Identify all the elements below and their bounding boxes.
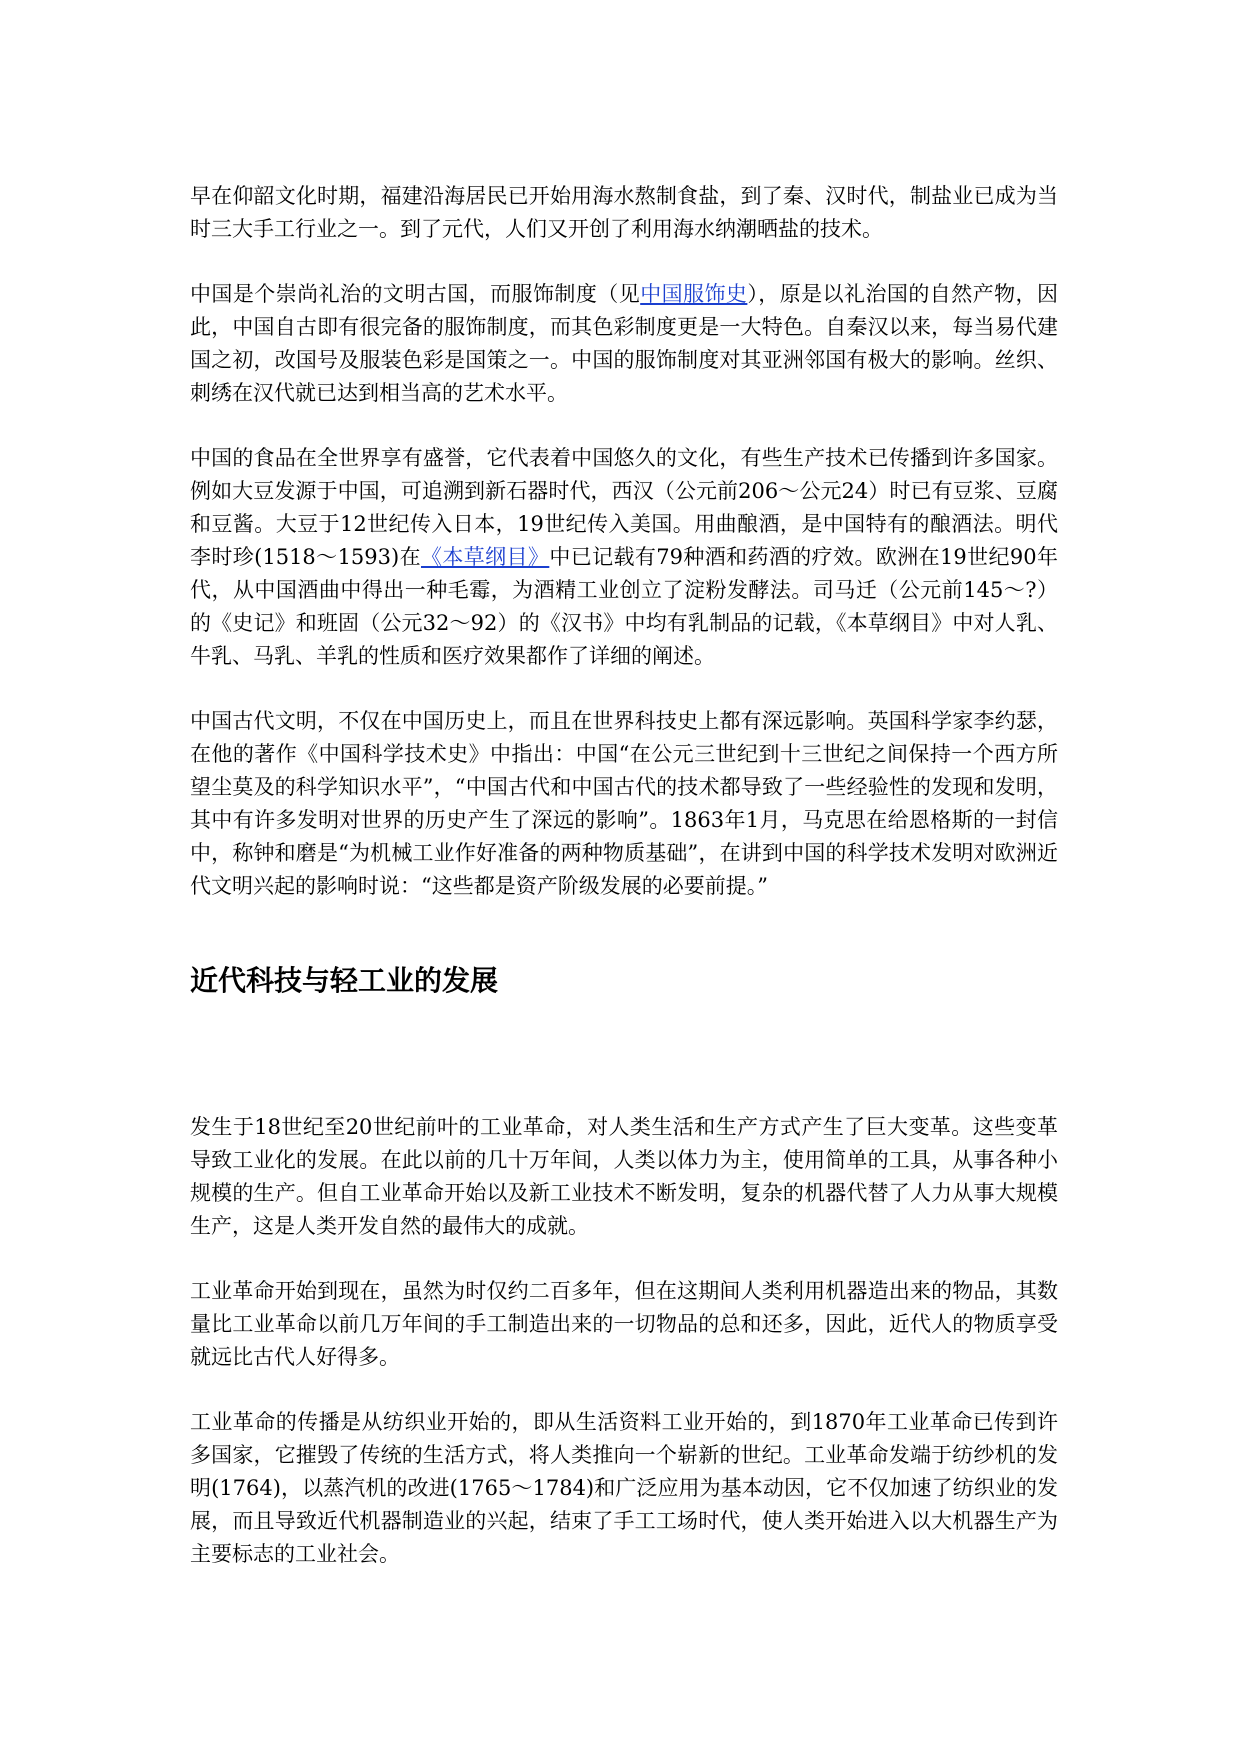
paragraph-food-culture — [190, 442, 1058, 673]
paragraph-industrial-revolution — [190, 1111, 1058, 1243]
paragraph-text: 中国是个崇尚礼治的文明古国，而服饰制度（见 — [190, 282, 641, 306]
paragraph-salt-making — [190, 180, 1058, 246]
paragraph-text: 工业革命的传播是从纺织业开始的，即从生活资料工业开始的，到1870年工业革命已传到许多国家，它摧毁了传统的生活方式，将人类推向一个崭新的世纪。工业革命发端于纺纱机的发明(1764)，以蒸汽机的改进(1765～1784)和广泛应用为基本动因，它不仅加速了纺织业的发展，而且导致近代机器制造业的兴起，结束了手工工场时代，使人类开始进入以大机器生产为主要标志的工业社会。 — [190, 1410, 1058, 1566]
section-heading: 近代科技与轻工业的发展 — [190, 964, 499, 997]
document-page — [190, 180, 1058, 1603]
paragraph-text: 早在仰韶文化时期，福建沿海居民已开始用海水熬制食盐，到了秦、汉时代，制盐业已成为当时三大手工行业之一。到了元代，人们又开创了利用海水纳潮晒盐的技术。 — [190, 184, 1058, 241]
paragraph-text: 发生于18世纪至20世纪前叶的工业革命，对人类生活和生产方式产生了巨大变革。这些变革导致工业化的发展。在此以前的几十万年间，人类以体力为主，使用简单的工具，从事各种小规模的生产。但自工业革命开始以及新工业技术不断发明，复杂的机器代替了人力从事大规模生产，这是人类开发自然的最伟大的成就。 — [190, 1115, 1058, 1238]
link-bencao-gangmu[interactable]: 《本草纲目》 — [420, 545, 550, 569]
paragraph-ancient-civilization — [190, 705, 1058, 903]
paragraph-text: 中国古代文明，不仅在中国历史上，而且在世界科技史上都有深远影响。英国科学家李约瑟，在他的著作《中国科学技术史》中指出：中国“在公元三世纪到十三世纪之间保持一个西方所望尘莫及的科学知识水平”，“中国古代和中国古代的技术都导致了一些经验性的发现和发明，其中有许多发明对世界的历史产生了深远的影响”。1863年1月，马克思在给恩格斯的一封信中，称钟和磨是“为机械工业作好准备的两种物质基础”，在讲到中国的科学技术发明对欧洲近代文明兴起的影响时说：“这些都是资产阶级发展的必要前提。” — [190, 709, 1058, 898]
paragraph-text: ），原是以礼治国的自然产物，因此，中国自古即有很完备的服饰制度，而其色彩制度更是一大特色。自秦汉以来，每当易代建国之初，改国号及服装色彩是国策之一。中国的服饰制度对其亚洲邻国有极大的影响。丝织、刺绣在汉代就已达到相当高的艺术水平。 — [190, 282, 1058, 405]
paragraph-text: 中已记载有79种酒和药酒的疗效。欧洲在19世纪90年代，从中国酒曲中得出一种毛霉，为酒精工业创立了淀粉发酵法。司马迁（公元前145～?）的《史记》和班固（公元32～92）的《汉书》中均有乳制品的记载，《本草纲目》中对人乳、牛乳、马乳、羊乳的性质和医疗效果都作了详细的阐述。 — [190, 545, 1058, 668]
paragraph-textile-spread — [190, 1406, 1058, 1571]
paragraph-text: 中国的食品在全世界享有盛誉，它代表着中国悠久的文化，有些生产技术已传播到许多国家。例如大豆发源于中国，可追溯到新石器时代，西汉（公元前206～公元24）时已有豆浆、豆腐和豆酱。大豆于12世纪传入日本，19世纪传入美国。用曲酿酒，是中国特有的酿酒法。明代李时珍(1518～1593)在 — [190, 446, 1058, 569]
paragraph-machine-output — [190, 1275, 1058, 1374]
paragraph-clothing-system — [190, 278, 1058, 410]
spacer — [190, 1001, 1058, 1111]
link-chinese-clothing-history[interactable]: 中国服饰史 — [640, 282, 748, 306]
paragraph-text: 工业革命开始到现在，虽然为时仅约二百多年，但在这期间人类利用机器造出来的物品，其数量比工业革命以前几万年间的手工制造出来的一切物品的总和还多，因此，近代人的物质享受就远比古代人好得多。 — [190, 1279, 1058, 1369]
